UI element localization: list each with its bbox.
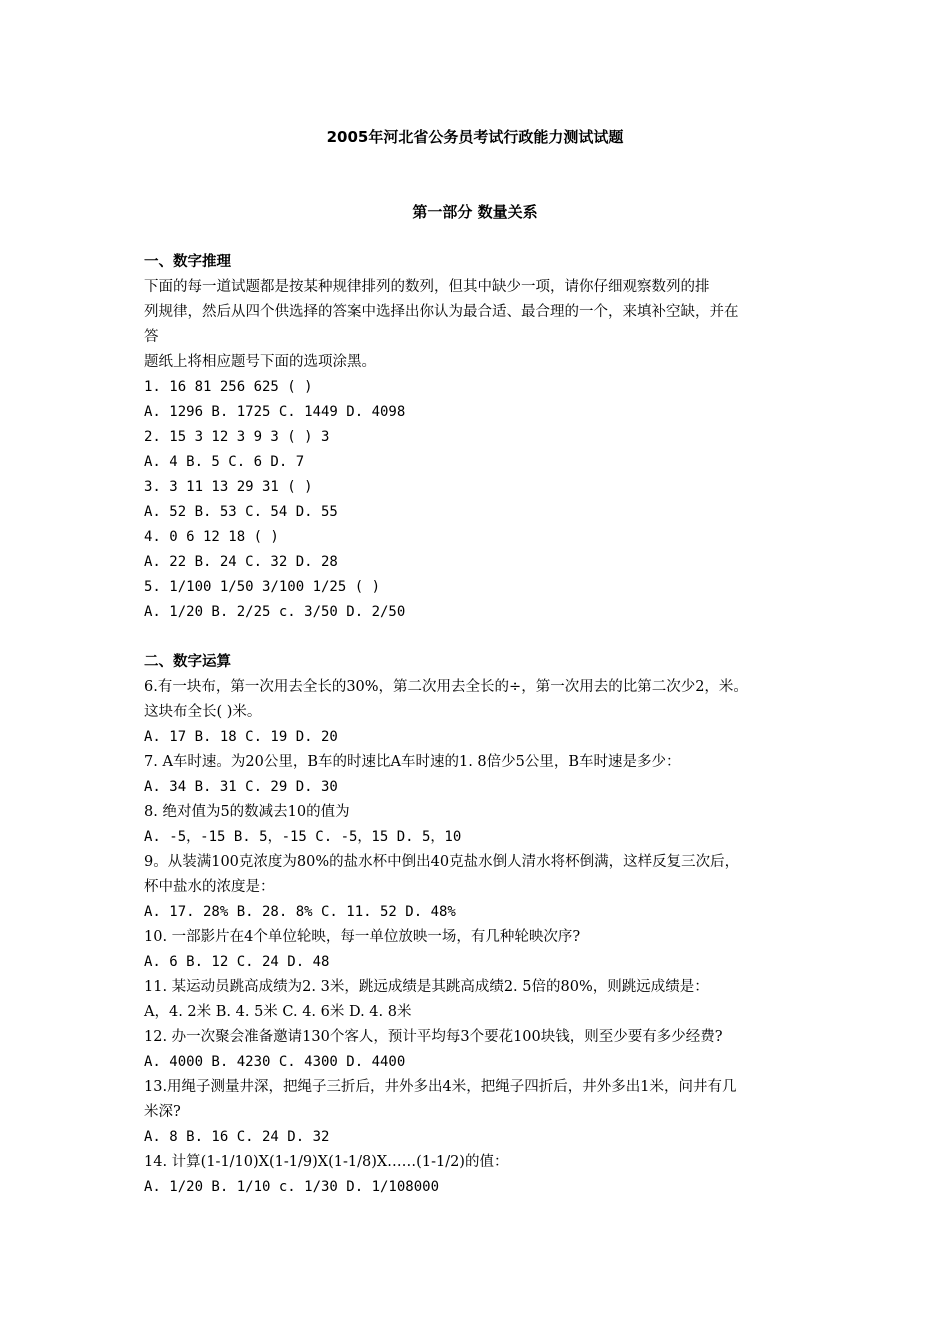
intro-line: 题纸上将相应题号下面的选项涂黑。 <box>144 354 376 370</box>
question-line: 11. 某运动员跳高成绩为2. 3米，跳远成绩是其跳高成绩2. 5倍的80%，则跳远成绩是： <box>144 979 709 995</box>
question-line: 13.用绳子测量井深，把绳子三折后，井外多出4米，把绳子四折后，井外多出1米，问井有几 <box>144 1079 737 1095</box>
intro-line: 下面的每一道试题都是按某种规律排列的数列，但其中缺少一项，请你仔细观察数列的排 <box>144 279 710 295</box>
question-line: 4. 0 6 12 18 ( ) <box>144 529 279 545</box>
answer-options: A. 17 B. 18 C. 19 D. 20 <box>144 729 338 745</box>
answer-options: A. 52 B. 53 C. 54 D. 55 <box>144 504 338 520</box>
answer-options: A. 17. 28% B. 28. 8% C. 11. 52 D. 48% <box>144 904 456 920</box>
document-title: 2005年河北省公务员考试行政能力测试试题 <box>326 128 624 146</box>
answer-options: A. -5，-15 B. 5，-15 C. -5，15 D. 5，10 <box>144 829 462 845</box>
question-line: 10. 一部影片在4个单位轮映，每一单位放映一场，有几种轮映次序? <box>144 929 581 945</box>
question-line: 5. 1/100 1/50 3/100 1/25 ( ) <box>144 579 381 595</box>
question-line: 2. 15 3 12 3 9 3 ( ) 3 <box>144 429 330 445</box>
answer-options: A. 1/20 B. 2/25 c. 3/50 D. 2/50 <box>144 604 406 620</box>
question-line: 7. A车时速。为20公里，B车的时速比A车时速的1. 8倍少5公里，B车时速是多少： <box>144 754 681 770</box>
part-title: 第一部分 数量关系 <box>412 203 538 221</box>
intro-line: 列规律，然后从四个供选择的答案中选择出你认为最合适、最合理的一个，来填补空缺，并在 <box>144 304 739 320</box>
question-line: 8. 绝对值为5的数减去10的值为 <box>144 804 350 820</box>
question-line: 12. 办一次聚会准备邀请130个客人，预计平均每3个要花100块钱，则至少要有多少经费? <box>144 1029 723 1045</box>
answer-options: A. 1296 B. 1725 C. 1449 D. 4098 <box>144 404 406 420</box>
question-line: 9。从装满100克浓度为80%的盐水杯中倒出40克盐水倒人清水将杯倒满，这样反复三次后， <box>144 854 740 870</box>
intro-line: 答 <box>144 329 159 345</box>
section-spacer <box>144 625 824 650</box>
answer-options: A. 6 B. 12 C. 24 D. 48 <box>144 954 330 970</box>
answer-options: A. 8 B. 16 C. 24 D. 32 <box>144 1129 330 1145</box>
answer-options: A. 34 B. 31 C. 29 D. 30 <box>144 779 338 795</box>
question-line: 14. 计算(1-1/10)X(1-1/9)X(1-1/8)X……(1-1/2)的值： <box>144 1154 509 1170</box>
answer-options: A. 1/20 B. 1/10 c. 1/30 D. 1/108000 <box>144 1179 440 1195</box>
answer-options: A，4. 2米 B. 4. 5米 C. 4. 6米 D. 4. 8米 <box>144 1004 412 1020</box>
question-line: 1. 16 81 256 625 ( ) <box>144 379 313 395</box>
document-body <box>144 250 824 1200</box>
section-heading-number-reasoning: 一、数字推理 <box>144 254 231 270</box>
answer-options: A. 4 B. 5 C. 6 D. 7 <box>144 454 305 470</box>
answer-options: A. 22 B. 24 C. 32 D. 28 <box>144 554 338 570</box>
question-line: 6.有一块布，第一次用去全长的30%，第二次用去全长的÷，第一次用去的比第二次少2，米。 <box>144 679 748 695</box>
question-line: 米深? <box>144 1104 181 1120</box>
question-line: 这块布全长( )米。 <box>144 704 262 720</box>
question-line: 杯中盐水的浓度是： <box>144 879 275 895</box>
question-line: 3. 3 11 13 29 31 ( ) <box>144 479 313 495</box>
section-heading-number-operations: 二、数字运算 <box>144 654 231 670</box>
answer-options: A. 4000 B. 4230 C. 4300 D. 4400 <box>144 1054 406 1070</box>
